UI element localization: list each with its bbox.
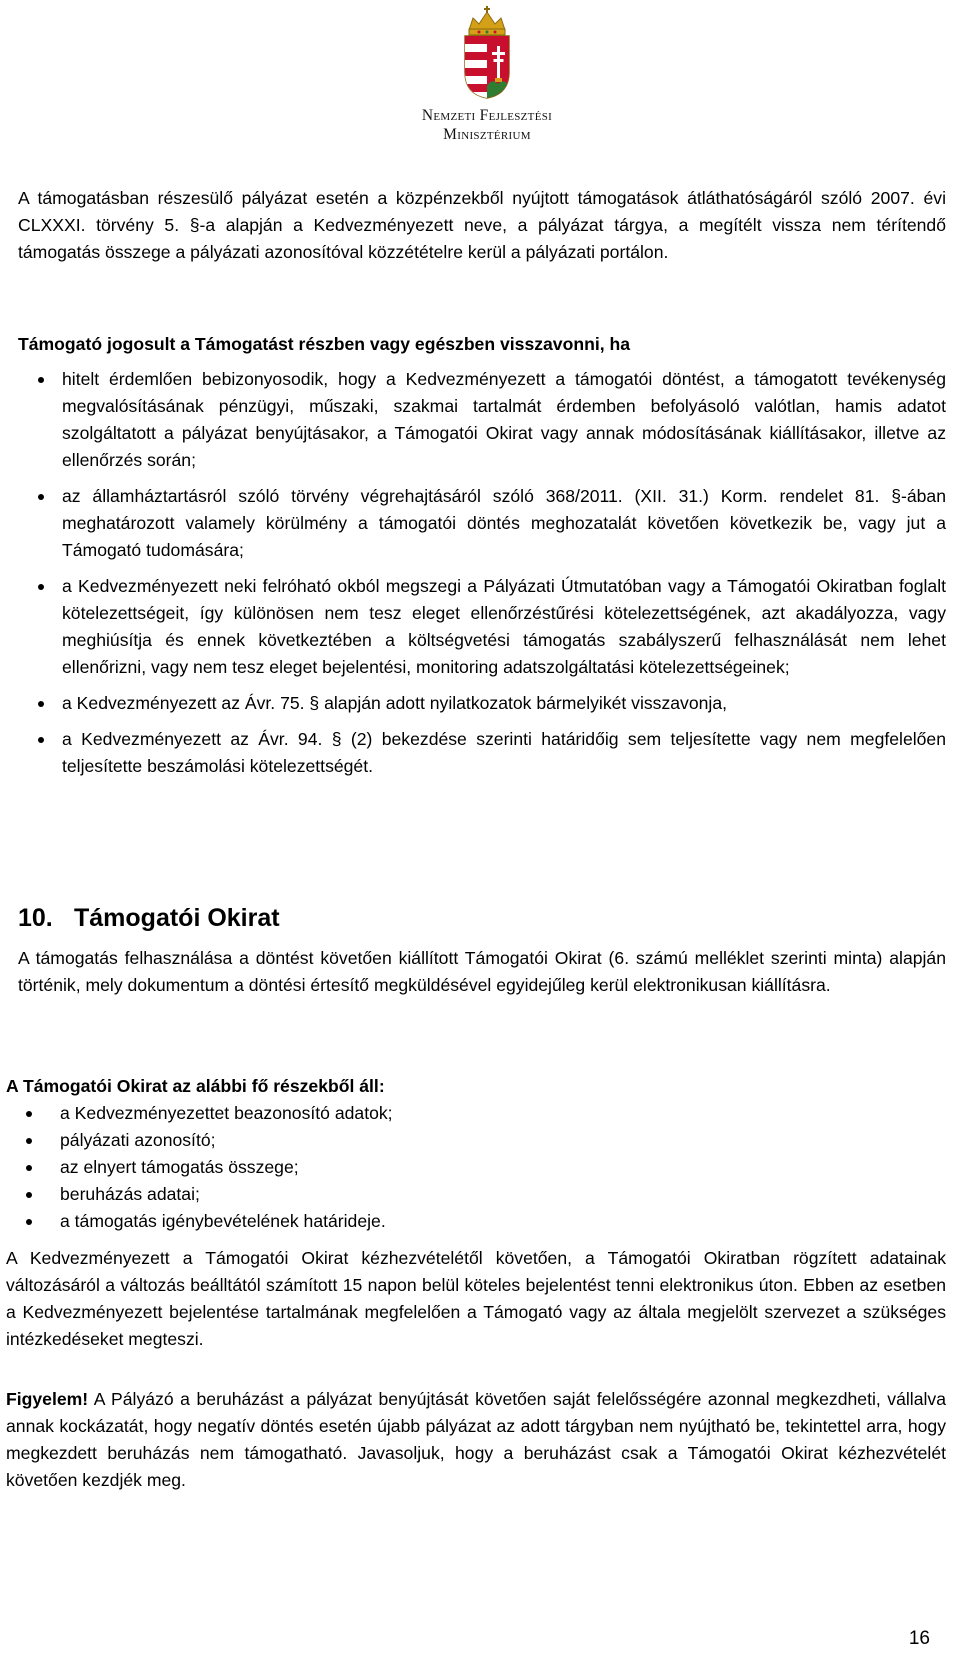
- parts-list: [6, 1100, 946, 1235]
- section-number: 10.: [18, 904, 53, 932]
- list-item: az államháztartásról szóló törvény végrehajtásáról szóló 368/2011. (XII. 31.) Korm. rendelet 81. §-ában meghatározott valamely körülmény a támogatói döntés meghozatalát követően következik be, vagy jut a Támogató tudomására;: [18, 483, 946, 564]
- section-title: Támogatói Okirat: [74, 904, 280, 932]
- hungarian-coat-of-arms-icon: [459, 6, 515, 100]
- ministry-logo: [392, 6, 582, 144]
- parts-title: A Támogatói Okirat az alábbi fő részekből áll:: [6, 1076, 385, 1096]
- publication-paragraph-block: [18, 185, 946, 266]
- section-intro: A támogatás felhasználása a döntést követően kiállított Támogatói Okirat (6. számú melléklet szerinti minta) alapján történik, mely dokumentum a döntési értesítő megküldésével egyidejűleg kerül elektronikusan kiállításra.: [18, 948, 946, 995]
- list-item: a Kedvezményezettet beazonosító adatok;: [6, 1100, 946, 1127]
- list-item: beruházás adatai;: [6, 1181, 946, 1208]
- list-item: a Kedvezményezett az Ávr. 75. § alapján adott nyilatkozatok bármelyikét visszavonja,: [18, 690, 946, 717]
- list-item: a Kedvezményezett neki felróható okból megszegi a Pályázati Útmutatóban vagy a Támogatói Okiratban foglalt kötelezettségeit, így különösen nem tesz eleget ellenőrzéstűrési kötelezettségének, azt akadályozza, vagy meghiúsítja és ennek következtében a költségvetési támogatás szabályszerű felhasználását nem lehet ellenőrizni, vagy nem tesz eleget bejelentési, monitoring adatszolgáltatási kötelezettségeinek;: [18, 573, 946, 681]
- ministry-name-line2: Minisztérium: [443, 126, 531, 143]
- publication-paragraph: A támogatásban részesülő pályázat esetén a közpénzekből nyújtott támogatások átláthatóságáról szóló 2007. évi CLXXXI. törvény 5. §-a alapján a Kedvezményezett neve, a pályázat tárgya, a megítélt vissza nem térítendő támogatás összege a pályázati azonosítóval közzétételre kerül a pályázati portálon.: [18, 188, 946, 262]
- notify-paragraph: A Kedvezményezett a Támogatói Okirat kézhezvételétől követően, a Támogatói Okiratban rögzített adatainak változásáról a változás beálltától számított 15 napon belül köteles bejelentést tenni elektronikus úton. Ebben az esetben a Kedvezményezett bejelentése tartalmának megfelelően a Támogató vagy az általa megjelölt szervezet a szükséges intézkedéseket megteszi.: [6, 1248, 946, 1349]
- list-item: az elnyert támogatás összege;: [6, 1154, 946, 1181]
- list-item: hitelt érdemlően bebizonyosodik, hogy a Kedvezményezett a támogatói döntést, a támogatott tevékenység megvalósításának pénzügyi, műszaki, szakmai tartalmát érdemben befolyásoló valótlan, hamis adatot szolgáltatott a pályázat benyújtásakor, a Támogatói Okirat vagy annak módosításának kiállításakor, illetve az ellenőrzés során;: [18, 366, 946, 474]
- parts-block: [6, 1073, 946, 1235]
- page-number: 16: [908, 1628, 930, 1649]
- ministry-name-line1: Nemzeti Fejlesztési: [421, 107, 553, 124]
- section-heading: [18, 902, 280, 934]
- revocation-list: [18, 366, 946, 780]
- section-intro-block: [18, 945, 946, 999]
- notify-paragraph-block: [6, 1245, 946, 1353]
- ministry-name: [392, 106, 582, 144]
- revocation-block: [18, 331, 946, 780]
- warning-text: A Pályázó a beruházást a pályázat benyújtását követően saját felelősségére azonnal megkezdheti, vállalva annak kockázatát, hogy negatív döntés esetén újabb pályázat az adott tárgyban nem nyújtható be, tekintettel arra, hogy megkezdett beruházás nem támogatható. Javasoljuk, hogy a beruházást csak a Támogatói Okirat kézhezvételét követően kezdjék meg.: [6, 1389, 946, 1490]
- warning-paragraph: [6, 1386, 946, 1494]
- list-item: a támogatás igénybevételének határideje.: [6, 1208, 946, 1235]
- revocation-title: Támogató jogosult a Támogatást részben vagy egészben visszavonni, ha: [18, 334, 631, 354]
- list-item: pályázati azonosító;: [6, 1127, 946, 1154]
- list-item: a Kedvezményezett az Ávr. 94. § (2) bekezdése szerinti határidőig sem teljesítette vagy nem megfelelően teljesítette beszámolási kötelezettségét.: [18, 726, 946, 780]
- warning-label: Figyelem!: [6, 1389, 89, 1409]
- warning-paragraph-block: [6, 1386, 946, 1494]
